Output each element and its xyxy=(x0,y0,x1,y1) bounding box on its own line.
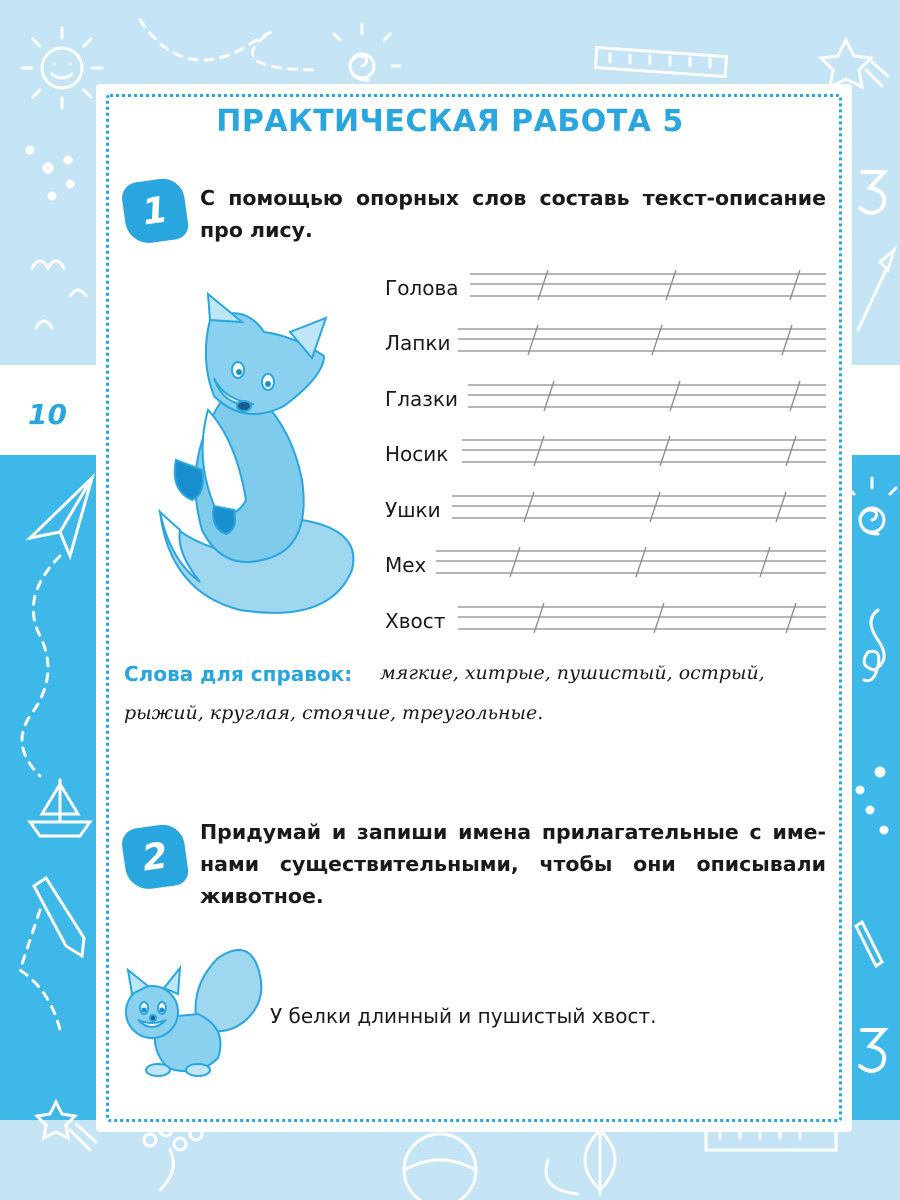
writing-line-tail xyxy=(458,603,826,633)
reference-words-line: рыжий, круглая, стоячие, треугольные. xyxy=(124,702,544,724)
task-number: 2 xyxy=(139,834,171,880)
task1-text-line: С помощью опорных слов составь текст-описание xyxy=(200,186,826,210)
writing-line-nose xyxy=(462,436,826,466)
writing-line-fur xyxy=(436,547,826,577)
task2-instructions xyxy=(200,816,826,912)
label-head: Голова xyxy=(385,276,459,300)
writing-line-paws xyxy=(458,325,826,355)
label-tail: Хвост xyxy=(385,609,446,633)
task-number: 1 xyxy=(139,188,171,234)
example-sentence: У белки длинный и пушистый хвост. xyxy=(270,1004,657,1028)
writing-line-ears xyxy=(452,492,826,522)
label-nose: Носик xyxy=(385,442,449,466)
task2-text-line: животное. xyxy=(200,884,324,908)
task1-text-line: про лису. xyxy=(200,218,313,242)
task2-text-line: нами существительными, чтобы они описывали xyxy=(200,852,826,876)
squirrel-illustration xyxy=(118,948,268,1080)
writing-line-head xyxy=(470,270,826,300)
label-eyes: Глазки xyxy=(385,387,458,411)
page-number: 10 xyxy=(28,398,67,431)
reference-words-line: мягкие, хитрые, пушистый, острый, xyxy=(380,662,765,684)
label-ears: Ушки xyxy=(385,498,441,522)
label-fur: Мех xyxy=(385,553,427,577)
reference-words-label: Слова для справок: xyxy=(124,662,353,686)
writing-line-eyes xyxy=(468,381,826,411)
label-paws: Лапки xyxy=(385,331,451,355)
task2-text-line: Придумай и запиши имена прилагательные с име- xyxy=(200,820,826,844)
page-title: ПРАКТИЧЕСКАЯ РАБОТА 5 xyxy=(216,104,684,139)
